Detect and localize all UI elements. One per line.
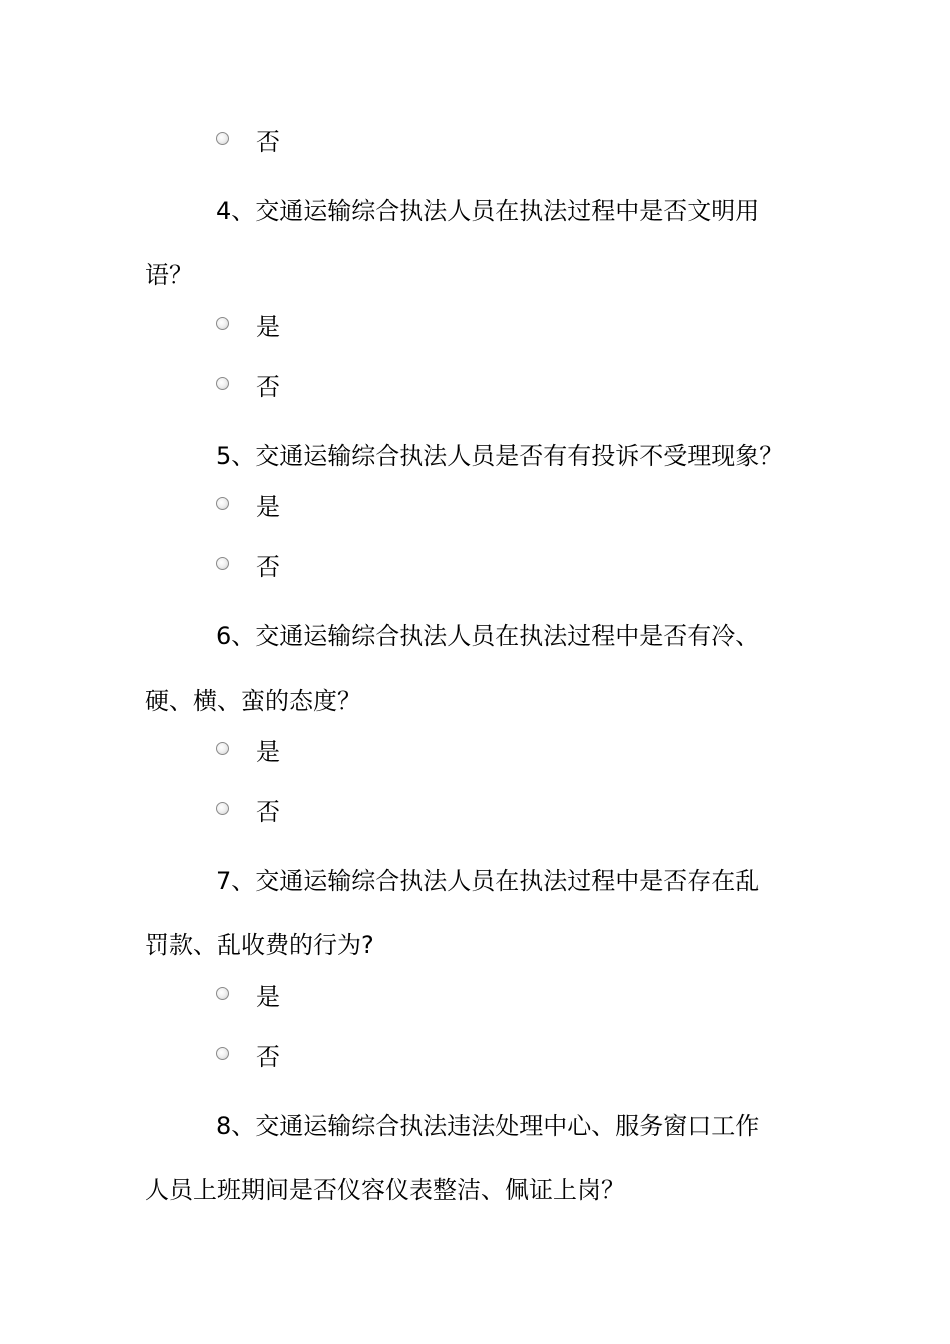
q7-option-no[interactable] — [216, 1042, 280, 1072]
question-5-text: 5、交通运输综合执法人员是否有有投诉不受理现象？ — [216, 442, 784, 470]
question-7-text-cont: 罚款、乱收费的行为? — [145, 931, 374, 959]
question-7-text: 7、交通运输综合执法人员在执法过程中是否存在乱 — [216, 867, 760, 895]
q5-option-no[interactable] — [216, 552, 280, 582]
q6-option-yes[interactable] — [216, 737, 280, 767]
option-label: 否 — [256, 128, 280, 156]
option-label: 是 — [256, 313, 280, 341]
radio-icon[interactable] — [216, 377, 229, 390]
question-4-text: 4、交通运输综合执法人员在执法过程中是否文明用 — [216, 197, 760, 225]
q4-option-yes[interactable] — [216, 312, 280, 342]
option-label: 否 — [256, 1043, 280, 1071]
q5-option-yes[interactable] — [216, 492, 280, 522]
option-label: 否 — [256, 373, 280, 401]
radio-icon[interactable] — [216, 317, 229, 330]
radio-icon[interactable] — [216, 742, 229, 755]
option-label: 否 — [256, 553, 280, 581]
q4-option-no[interactable] — [216, 372, 280, 402]
question-8-text-cont: 人员上班期间是否仪容仪表整洁、佩证上岗？ — [145, 1176, 625, 1204]
question-4-text-cont: 语？ — [145, 261, 193, 289]
radio-icon[interactable] — [216, 132, 229, 145]
q3-option-no[interactable] — [216, 127, 280, 157]
option-label: 是 — [256, 983, 280, 1011]
option-label: 是 — [256, 738, 280, 766]
radio-icon[interactable] — [216, 497, 229, 510]
question-8-text: 8、交通运输综合执法违法处理中心、服务窗口工作 — [216, 1112, 760, 1140]
option-label: 是 — [256, 493, 280, 521]
option-label: 否 — [256, 798, 280, 826]
radio-icon[interactable] — [216, 557, 229, 570]
question-6-text-cont: 硬、横、蛮的态度？ — [145, 687, 361, 715]
radio-icon[interactable] — [216, 802, 229, 815]
radio-icon[interactable] — [216, 1047, 229, 1060]
q7-option-yes[interactable] — [216, 982, 280, 1012]
radio-icon[interactable] — [216, 987, 229, 1000]
question-6-text: 6、交通运输综合执法人员在执法过程中是否有冷、 — [216, 622, 760, 650]
q6-option-no[interactable] — [216, 797, 280, 827]
